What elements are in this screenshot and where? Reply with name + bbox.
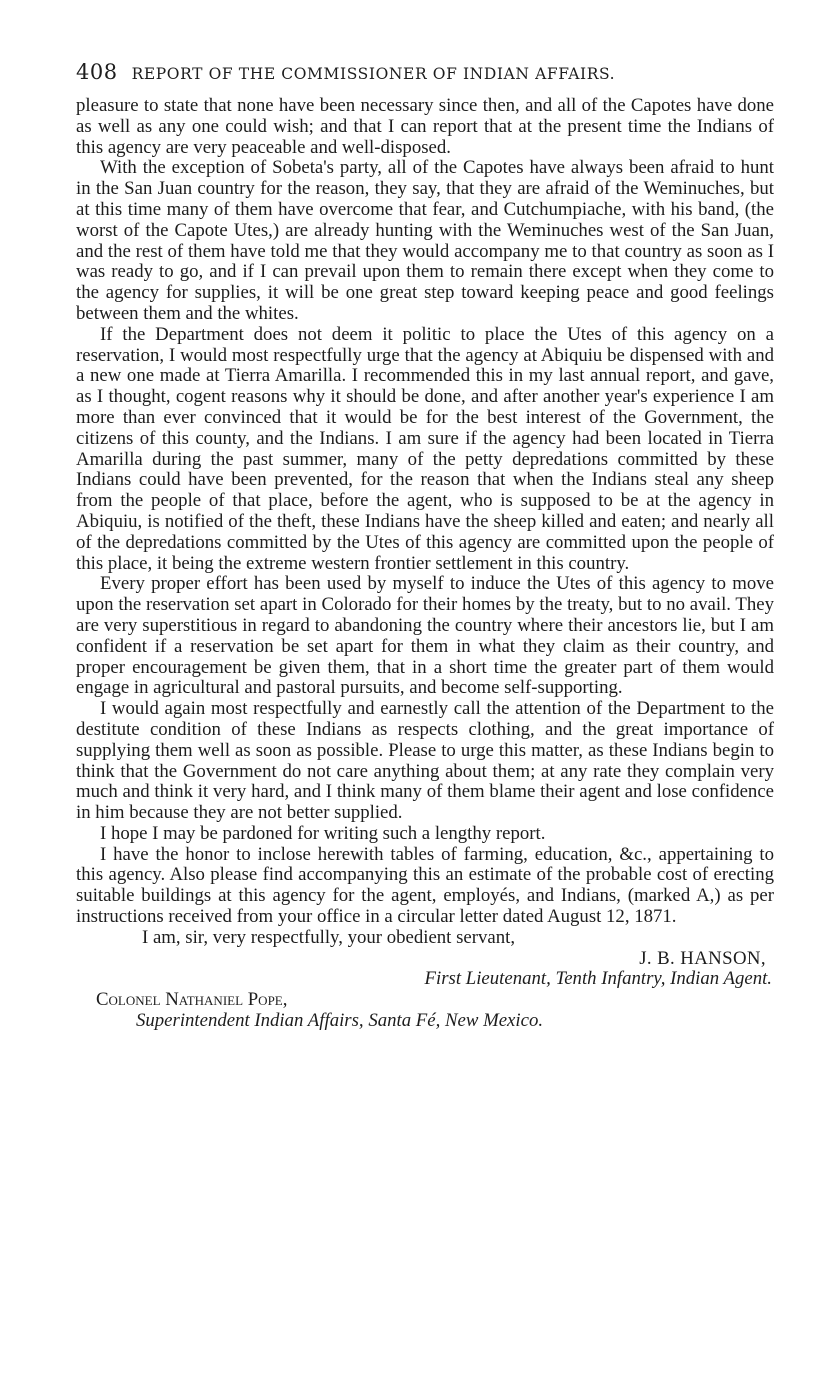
paragraph: Every proper effort has been used by myself to induce the Utes of this agency to move upon the reservation set apart in Colorado for their homes by the treaty, but to no avail. They are very superstitious in regard to abandoning the country where their ancestors lie, but I am confident if a reservation be set apart for them in what they claim as their country, and proper encouragement be given them, that in a short time the greater part of them would engage in agricultural and pastoral pursuits, and become self-supporting.: [76, 573, 774, 699]
signer-title: First Lieutenant, Tenth Infantry, Indian Agent.: [424, 968, 772, 990]
page-header: [76, 60, 774, 84]
paragraph: With the exception of Sobeta's party, all of the Capotes have always been afraid to hunt in the San Juan country for the reason, they say, that they are afraid of the Weminuches, but at this time many of them have overcome that fear, and Cutchumpiache, with his band, (the worst of the Capote Utes,) are already hunting with the Weminuches west of the San Juan, and the rest of them have told me that they would accompany me to that country as soon as I was ready to go, and if I can prevail upon them to remain there except when they come to the agency for supplies, it will be one great step toward keeping peace and good feelings between them and the whites.: [76, 157, 774, 324]
letter-closing: [76, 928, 774, 1032]
paragraph-continued: pleasure to state that none have been necessary since then, and all of the Capotes have done as well as any one could wish; and that I can report that at the present time the Indians of this agency are very peaceable and well-disposed.: [76, 95, 774, 158]
running-title: REPORT OF THE COMMISSIONER OF INDIAN AFFAIRS.: [131, 65, 616, 83]
addressee-title: Superintendent Indian Affairs, Santa Fé, New Mexico.: [136, 1010, 544, 1032]
paragraph: I would again most respectfully and earnestly call the attention of the Department to the destitute condition of these Indians as respects clothing, and the great importance of supplying them well as soon as possible. Please to urge this matter, as these Indians begin to think that the Government do not care anything about them; at any rate they complain very much and think it very hard, and I think many of them blame their agent and lose confidence in him because they are not better supplied.: [76, 698, 774, 824]
page-number: 408: [76, 60, 118, 84]
addressee-name: Colonel Nathaniel Pope,: [96, 989, 288, 1011]
signature: J. B. HANSON,: [639, 947, 766, 969]
paragraph: If the Department does not deem it politic to place the Utes of this agency on a reservation, I would most respectfully urge that the agency at Abiquiu be dispensed with and a new one made at Tierra Amarilla. I recommended this in my last annual report, and gave, as I thought, cogent reasons why it should be done, and after another year's experience I am more than ever convinced that it would be for the best interest of the Government, the citizens of this county, and the Indians. I am sure if the agency had been located in Tierra Amarilla during the past summer, many of the petty depredations committed by these Indians could have been prevented, for the reason that when the Indians steal any sheep from the people of that place, before the agent, who is supposed to be at the agency in Abiquiu, is notified of the theft, these Indians have the sheep killed and eaten; and nearly all of the depredations committed by the Utes of this agency are committed upon the people of this place, it being the extreme western frontier settlement in this country.: [76, 323, 774, 574]
report-body: [76, 96, 774, 928]
paragraph: I have the honor to inclose herewith tables of farming, education, &c., appertaining to this agency. Also please find accompanying this an estimate of the probable cost of erecting suitable buildings at this agency for the agent, employés, and Indians, (marked A,) as per instructions received from your office in a circular letter dated August 12, 1871.: [76, 843, 774, 928]
paragraph: I hope I may be pardoned for writing such a lengthy report.: [100, 822, 546, 844]
document-page: [76, 60, 774, 1032]
complimentary-close: I am, sir, very respectfully, your obedient servant,: [142, 926, 516, 948]
